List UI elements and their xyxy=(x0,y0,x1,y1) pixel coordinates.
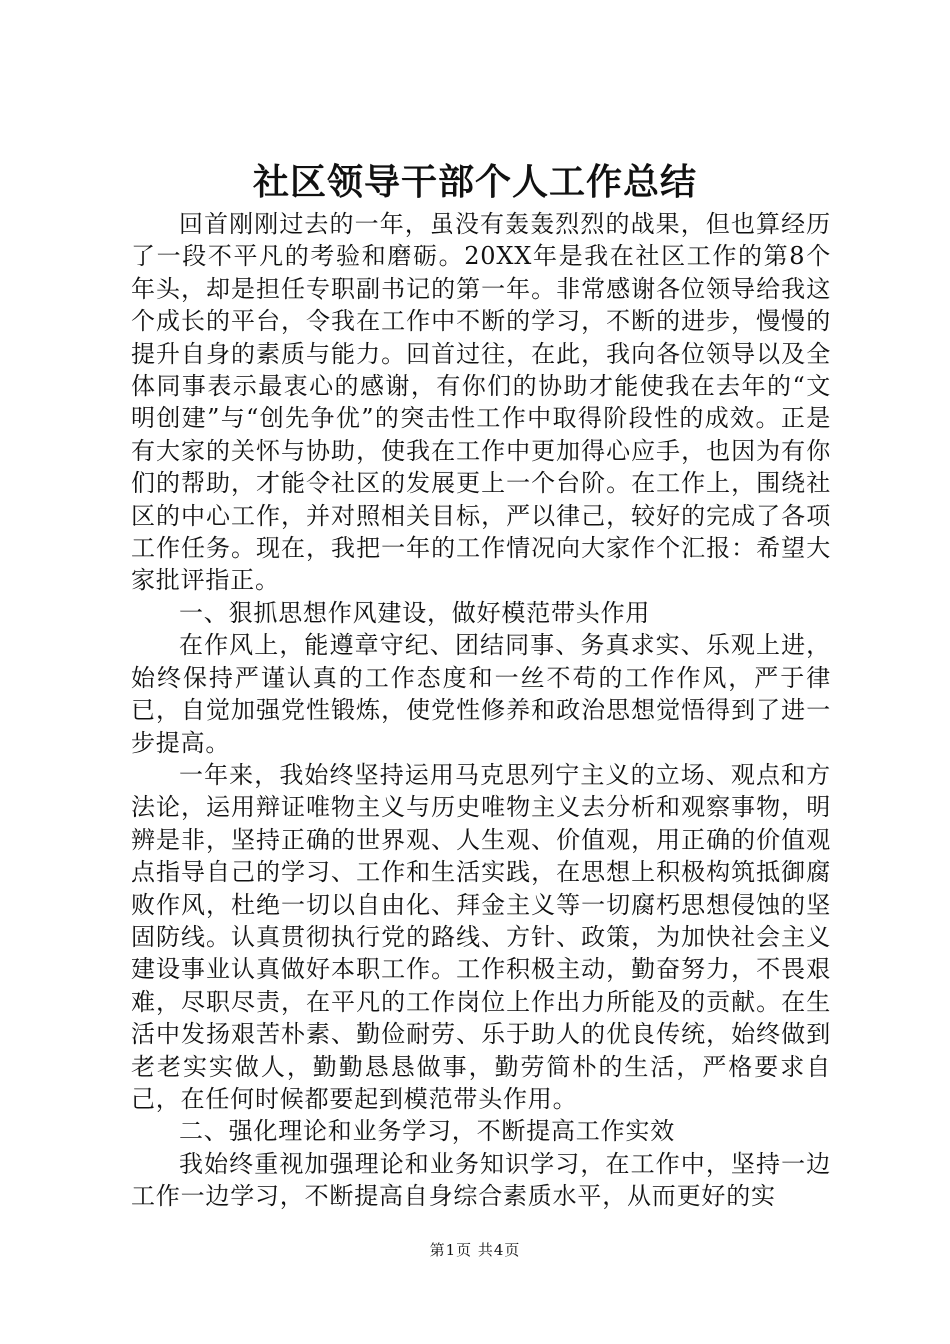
paragraph-theory: 一年来，我始终坚持运用马克思列宁主义的立场、观点和方法论，运用辩证唯物主义与历史唯物主义去分析和观察事物，明辨是非，坚持正确的世界观、人生观、价值观，用正确的价值观点指导自己的学习、工作和生活实践，在思想上积极构筑抵御腐败作风，杜绝一切以自由化、拜金主义等一切腐朽思想侵蚀的坚固防线。认真贯彻执行党的路线、方针、政策，为加快社会主义建设事业认真做好本职工作。工作积极主动，勤奋努力，不畏艰难，尽职尽责，在平凡的工作岗位上作出力所能及的贡献。在生活中发扬艰苦朴素、勤俭耐劳、乐于助人的优良传统，始终做到老老实实做人，勤勤恳恳做事，勤劳简朴的生活，严格要求自己，在任何时候都要起到模范带头作用。 xyxy=(131,760,831,1113)
section-heading-2: 二、强化理论和业务学习，不断提高工作实效 xyxy=(179,1117,675,1146)
paragraph-intro: 回首刚刚过去的一年，虽没有轰轰烈烈的战果，但也算经历了一段不平凡的考验和磨砺。20XX年是我在社区工作的第8个年头，却是担任专职副书记的第一年。非常感谢各位领导给我这个成长的平台，令我在工作中不断的学习，不断的进步，慢慢的提升自身的素质与能力。回首过往，在此，我向各位领导以及全体同事表示最衷心的感谢，有你们的协助才能使我在去年的“文明创建”与“创先争优”的突击性工作中取得阶段性的成效。正是有大家的关怀与协助，使我在工作中更加得心应手，也因为有你们的帮助，才能令社区的发展更上一个台阶。在工作上，围绕社区的中心工作，并对照相关目标，严以律己，较好的完成了各项工作任务。现在，我把一年的工作情况向大家作个汇报：希望大家批评指正。 xyxy=(131,210,831,595)
section-heading-1: 一、狠抓思想作风建设，做好模范带头作用 xyxy=(179,598,651,627)
document-body xyxy=(131,208,831,1213)
document-title: 社区领导干部个人工作总结 xyxy=(252,161,697,203)
page-number: 第1页 共4页 xyxy=(429,1241,521,1259)
paragraph-study: 我始终重视加强理论和业务知识学习，在工作中，坚持一边工作一边学习，不断提高自身综合素质水平，从而更好的实 xyxy=(131,1149,831,1211)
paragraph-style: 在作风上，能遵章守纪、团结同事、务真求实、乐观上进，始终保持严谨认真的工作态度和一丝不苟的工作作风，严于律已，自觉加强党性锻炼，使党性修养和政治思想觉悟得到了进一步提高。 xyxy=(131,631,831,757)
